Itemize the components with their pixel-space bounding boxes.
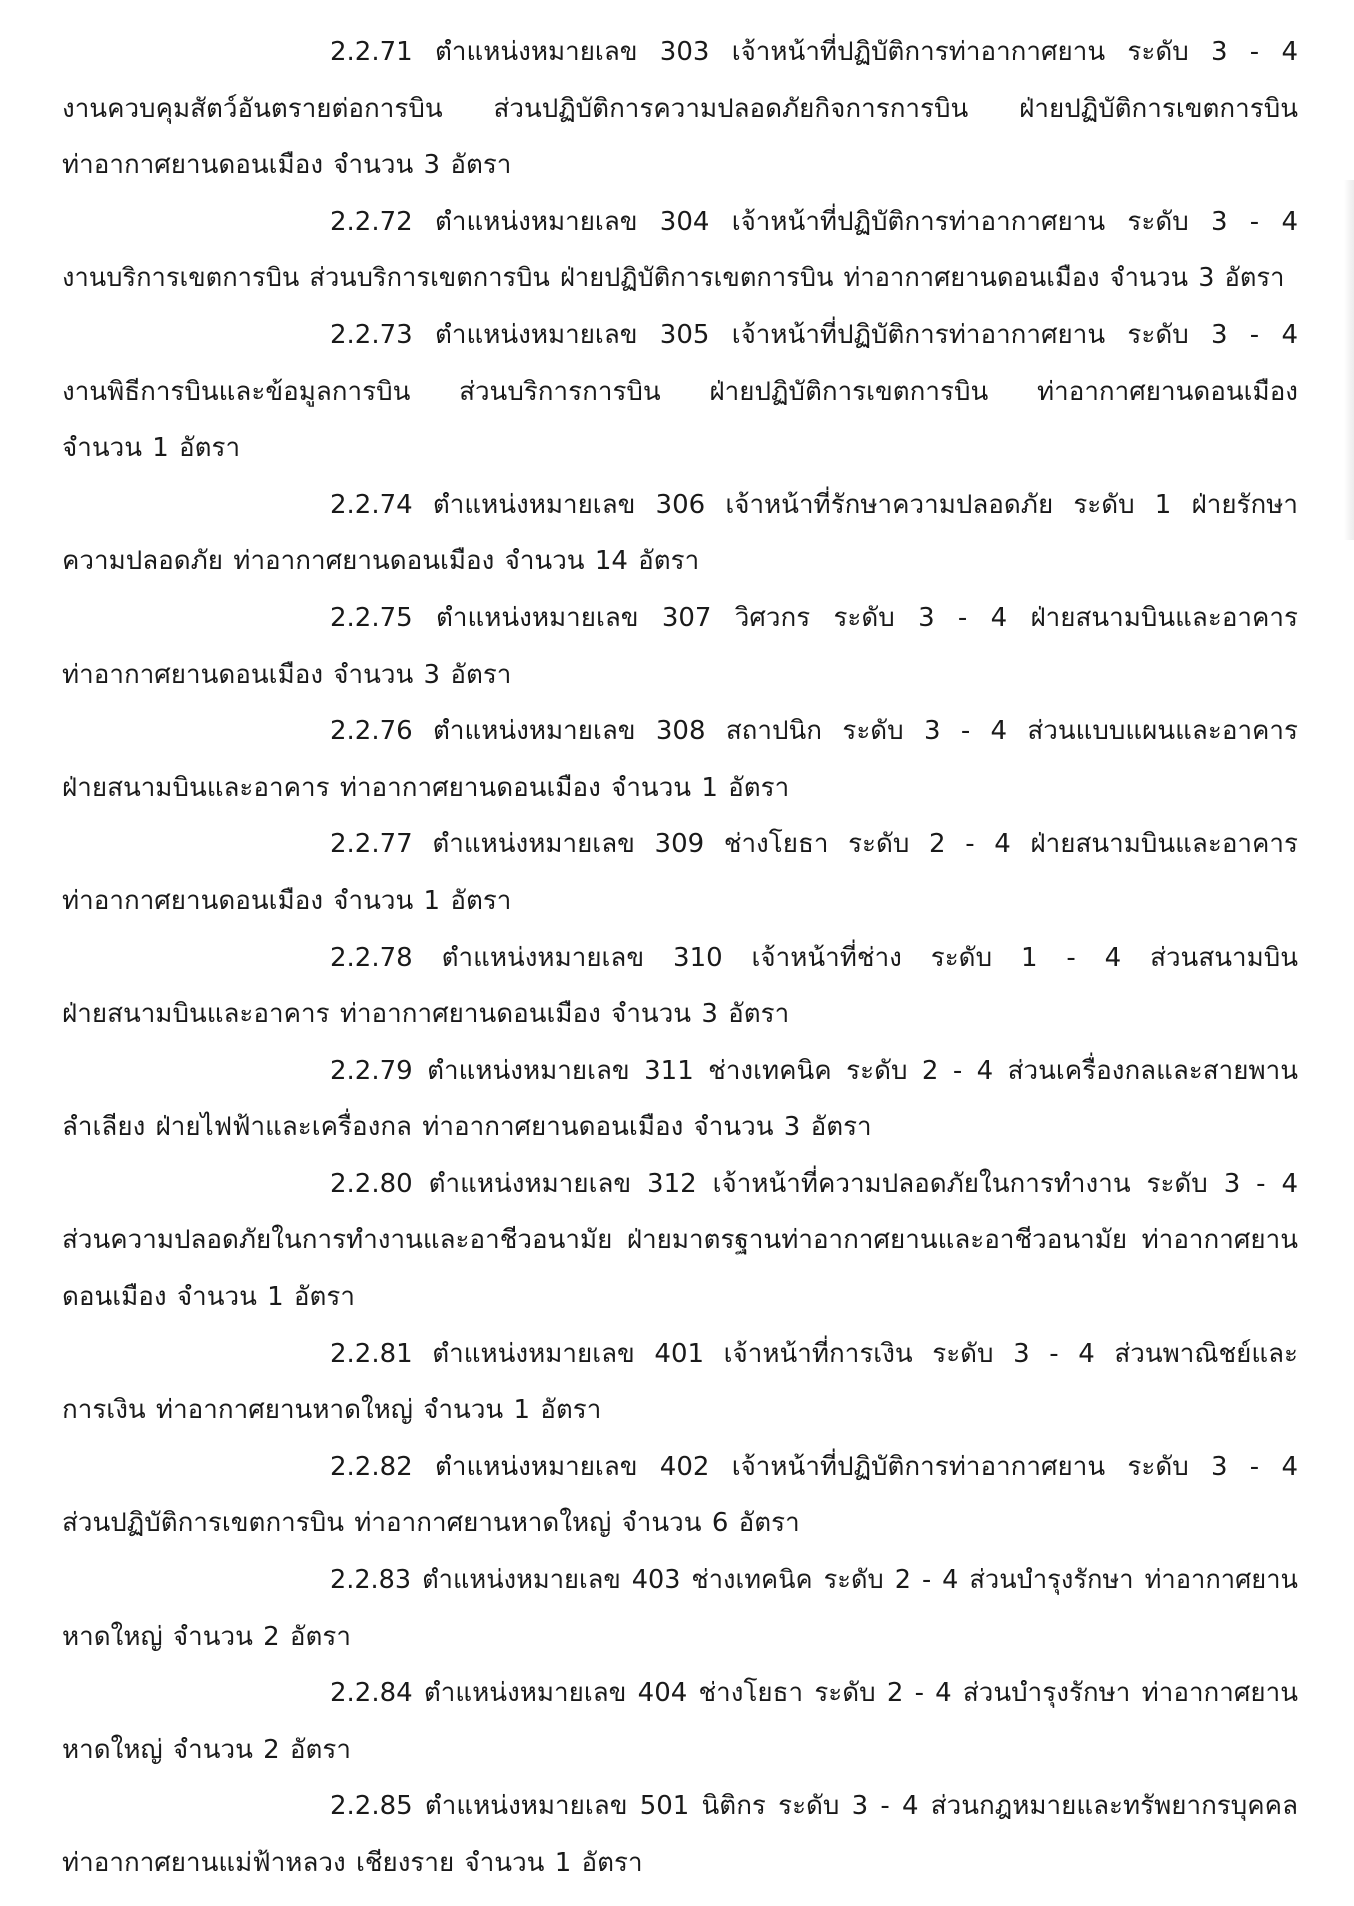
- item-heading-line: 2.2.72 ตำแหน่งหมายเลข 304 เจ้าหน้าที่ปฏิบัติการท่าอากาศยาน ระดับ 3 - 4: [330, 206, 1298, 237]
- item-heading-line: 2.2.79 ตำแหน่งหมายเลข 311 ช่างเทคนิค ระดับ 2 - 4 ส่วนเครื่องกลและสายพาน: [330, 1055, 1298, 1086]
- position-item: [62, 1665, 1298, 1778]
- item-continuation-line: ดอนเมือง จำนวน 1 อัตรา: [62, 1282, 355, 1313]
- item-heading-line: 2.2.84 ตำแหน่งหมายเลข 404 ช่างโยธา ระดับ 2 - 4 ส่วนบำรุงรักษา ท่าอากาศยาน: [330, 1678, 1298, 1709]
- item-continuation-line: ส่วนความปลอดภัยในการทำงานและอาชีวอนามัย ฝ่ายมาตรฐานท่าอากาศยานและอาชีวอนามัย ท่าอากาศยาน: [62, 1225, 1298, 1256]
- item-heading-line: 2.2.83 ตำแหน่งหมายเลข 403 ช่างเทคนิค ระดับ 2 - 4 ส่วนบำรุงรักษา ท่าอากาศยาน: [330, 1565, 1298, 1596]
- scan-edge-shadow: [1344, 180, 1354, 540]
- position-item: [62, 1326, 1298, 1439]
- item-continuation-line: งานบริการเขตการบิน ส่วนบริการเขตการบิน ฝ่ายปฏิบัติการเขตการบิน ท่าอากาศยานดอนเมือง จำนวน 3 อัตรา: [62, 263, 1285, 294]
- item-continuation-line: จำนวน 1 อัตรา: [62, 433, 241, 464]
- item-continuation-line: ส่วนปฏิบัติการเขตการบิน ท่าอากาศยานหาดใหญ่ จำนวน 6 อัตรา: [62, 1508, 800, 1539]
- item-heading-line: 2.2.78 ตำแหน่งหมายเลข 310 เจ้าหน้าที่ช่าง ระดับ 1 - 4 ส่วนสนามบิน: [330, 942, 1298, 973]
- position-item: [62, 816, 1298, 929]
- position-item: [62, 307, 1298, 477]
- position-item: [62, 1439, 1298, 1552]
- document-body: [62, 24, 1298, 1892]
- item-continuation-line: ท่าอากาศยานดอนเมือง จำนวน 3 อัตรา: [62, 659, 512, 690]
- item-continuation-line: ความปลอดภัย ท่าอากาศยานดอนเมือง จำนวน 14 อัตรา: [62, 546, 700, 577]
- item-continuation-line: ท่าอากาศยานดอนเมือง จำนวน 3 อัตรา: [62, 150, 512, 181]
- position-item: [62, 1156, 1298, 1326]
- item-continuation-line: ท่าอากาศยานดอนเมือง จำนวน 1 อัตรา: [62, 885, 512, 916]
- item-heading-line: 2.2.77 ตำแหน่งหมายเลข 309 ช่างโยธา ระดับ 2 - 4 ฝ่ายสนามบินและอาคาร: [330, 829, 1298, 860]
- position-item: [62, 1778, 1298, 1891]
- position-item: [62, 24, 1298, 194]
- item-heading-line: 2.2.85 ตำแหน่งหมายเลข 501 นิติกร ระดับ 3 - 4 ส่วนกฎหมายและทรัพยากรบุคคล: [330, 1791, 1298, 1822]
- item-continuation-line: หาดใหญ่ จำนวน 2 อัตรา: [62, 1734, 351, 1765]
- item-heading-line: 2.2.71 ตำแหน่งหมายเลข 303 เจ้าหน้าที่ปฏิบัติการท่าอากาศยาน ระดับ 3 - 4: [330, 37, 1298, 67]
- item-heading-line: 2.2.80 ตำแหน่งหมายเลข 312 เจ้าหน้าที่ความปลอดภัยในการทำงาน ระดับ 3 - 4: [330, 1168, 1298, 1199]
- item-heading-line: 2.2.75 ตำแหน่งหมายเลข 307 วิศวกร ระดับ 3 - 4 ฝ่ายสนามบินและอาคาร: [330, 602, 1298, 633]
- item-continuation-line: หาดใหญ่ จำนวน 2 อัตรา: [62, 1621, 351, 1652]
- item-heading-line: 2.2.74 ตำแหน่งหมายเลข 306 เจ้าหน้าที่รักษาความปลอดภัย ระดับ 1 ฝ่ายรักษา: [330, 489, 1298, 520]
- item-heading-line: 2.2.82 ตำแหน่งหมายเลข 402 เจ้าหน้าที่ปฏิบัติการท่าอากาศยาน ระดับ 3 - 4: [330, 1451, 1298, 1482]
- item-continuation-line: ท่าอากาศยานแม่ฟ้าหลวง เชียงราย จำนวน 1 อัตรา: [62, 1848, 643, 1878]
- position-item: [62, 703, 1298, 816]
- item-heading-line: 2.2.73 ตำแหน่งหมายเลข 305 เจ้าหน้าที่ปฏิบัติการท่าอากาศยาน ระดับ 3 - 4: [330, 319, 1298, 350]
- item-heading-line: 2.2.76 ตำแหน่งหมายเลข 308 สถาปนิก ระดับ 3 - 4 ส่วนแบบแผนและอาคาร: [330, 716, 1298, 747]
- position-item: [62, 194, 1298, 307]
- item-continuation-line: งานพิธีการบินและข้อมูลการบิน ส่วนบริการการบิน ฝ่ายปฏิบัติการเขตการบิน ท่าอากาศยานดอนเมือง: [62, 376, 1298, 407]
- position-item: [62, 1043, 1298, 1156]
- item-continuation-line: ฝ่ายสนามบินและอาคาร ท่าอากาศยานดอนเมือง จำนวน 1 อัตรา: [62, 772, 790, 803]
- position-item: [62, 477, 1298, 590]
- item-continuation-line: ลำเลียง ฝ่ายไฟฟ้าและเครื่องกล ท่าอากาศยานดอนเมือง จำนวน 3 อัตรา: [62, 1112, 872, 1143]
- item-continuation-line: ฝ่ายสนามบินและอาคาร ท่าอากาศยานดอนเมือง จำนวน 3 อัตรา: [62, 999, 790, 1030]
- position-item: [62, 930, 1298, 1043]
- position-item: [62, 1552, 1298, 1665]
- item-continuation-line: การเงิน ท่าอากาศยานหาดใหญ่ จำนวน 1 อัตรา: [62, 1395, 602, 1426]
- position-item: [62, 590, 1298, 703]
- item-heading-line: 2.2.81 ตำแหน่งหมายเลข 401 เจ้าหน้าที่การเงิน ระดับ 3 - 4 ส่วนพาณิชย์และ: [330, 1338, 1298, 1369]
- item-continuation-line: งานควบคุมสัตว์อันตรายต่อการบิน ส่วนปฏิบัติการความปลอดภัยกิจการการบิน ฝ่ายปฏิบัติการเขตการบิน: [62, 93, 1298, 124]
